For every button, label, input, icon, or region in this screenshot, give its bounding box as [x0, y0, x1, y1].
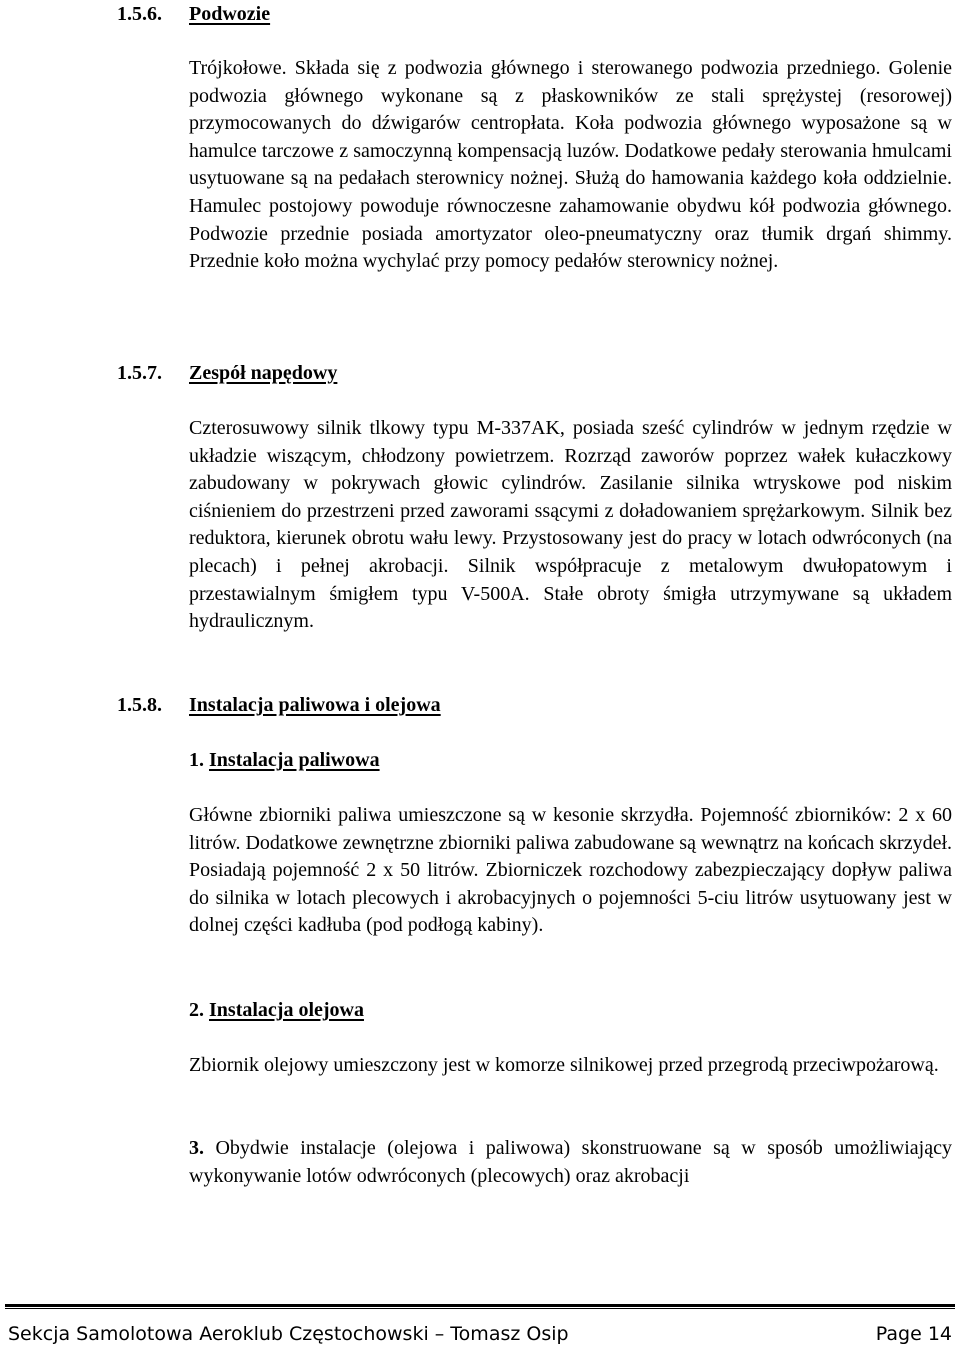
section-number: 1.5.8. [117, 694, 162, 716]
section-number: 1.5.6. [117, 3, 162, 25]
footer-author: Sekcja Samolotowa Aeroklub Częstochowski – Tomasz Osip [8, 1323, 569, 1345]
subsection-paragraph-paliwowa: Główne zbiorniki paliwa umieszczone są w kesonie skrzydła. Pojemność zbiorników: 2 x 60 litrów. Dodatkowe zewnętrzne zbiorniki paliwa zabudowane są wewnątrz na końcach skrzydeł. Posiadają pojemność 2 x 50 litrów. Zbiorniczek rozchodowy zabezpieczający dopływ paliwa do silnika w lotach plecowych i akrobacyjnych o pojemności 5-ciu litrów usytuowany jest w dolnej części kadłuba (pod podłogą kabiny). [189, 804, 952, 937]
section-title: Podwozie [189, 3, 271, 25]
section-paragraph-podwozie: Trójkołowe. Składa się z podwozia głównego i sterowanego podwozia przedniego. Golenie podwozia głównego wykonane są z płaskowników ze stali sprężystej (resorowej) przymocowanych do dźwigarów centropłata. Koła podwozia głównego wyposażone są w hamulce tarczowe z samoczynną kompensacją luzów. Dodatkowe pedały sterowania hmulcami usytuowane są na pedałach sterownicy nożnej. Służą do hamowania każdego koła oddzielnie. Hamulec postojowy powoduje równoczesne zahamowanie obydwu kół podwozia głównego. Podwozie przednie posiada amortyzator oleo-pneumatyczny oraz tłumik drgań shimmy. Przednie koło można wychylać przy pomocy pedałów sterownicy nożnej. [189, 57, 952, 273]
section-heading-zespol-napedowy [117, 361, 337, 385]
section-title: Zespół napędowy [189, 362, 338, 384]
footer-page-number: Page 14 [875, 1323, 952, 1345]
footer-divider [5, 1304, 955, 1309]
point-3-paragraph [189, 1135, 952, 1190]
subsection-number: 1. [189, 749, 204, 771]
subsection-title: Instalacja olejowa [209, 999, 364, 1021]
subsection-heading-paliwowa [189, 748, 380, 772]
section-number: 1.5.7. [117, 362, 162, 384]
section-title: Instalacja paliwowa i olejowa [189, 694, 441, 716]
point-number: 3. [189, 1137, 204, 1159]
point-text: Obydwie instalacje (olejowa i paliwowa) skonstruowane są w sposób umożliwiający wykonywanie lotów odwróconych (plecowych) oraz akrobacji [189, 1137, 952, 1187]
section-paragraph-zespol-napedowy: Czterosuwowy silnik tlkowy typu M-337AK, posiada sześć cylindrów w jednym rzędzie w układzie wiszącym, chłodzony powietrzem. Rozrząd zaworów poprzez wałek kułaczkowy zabudowany w pokrywach głowic cylindrów. Zasilanie silnika wtryskowe pod niskim ciśnieniem do przestrzeni przed zaworami ssącymi z doładowaniem sprężarkowym. Silnik bez reduktora, kierunek obrotu wału lewy. Przystosowany jest do pracy w lotach odwróconych (na plecach) i pełnej akrobacji. Silnik współpracuje z metalowym dwułopatowym i przestawialnym śmigłem typu V-500A. Stałe obroty śmigła utrzymywane są układem hydraulicznym. [189, 417, 952, 633]
subsection-heading-olejowa [189, 998, 364, 1022]
section-heading-podwozie [117, 2, 270, 26]
subsection-paragraph-olejowa: Zbiornik olejowy umieszczony jest w komorze silnikowej przed przegrodą przeciwpożarową. [189, 1054, 939, 1076]
section-heading-instalacja [117, 693, 441, 717]
subsection-number: 2. [189, 999, 204, 1021]
subsection-title: Instalacja paliwowa [209, 749, 380, 771]
